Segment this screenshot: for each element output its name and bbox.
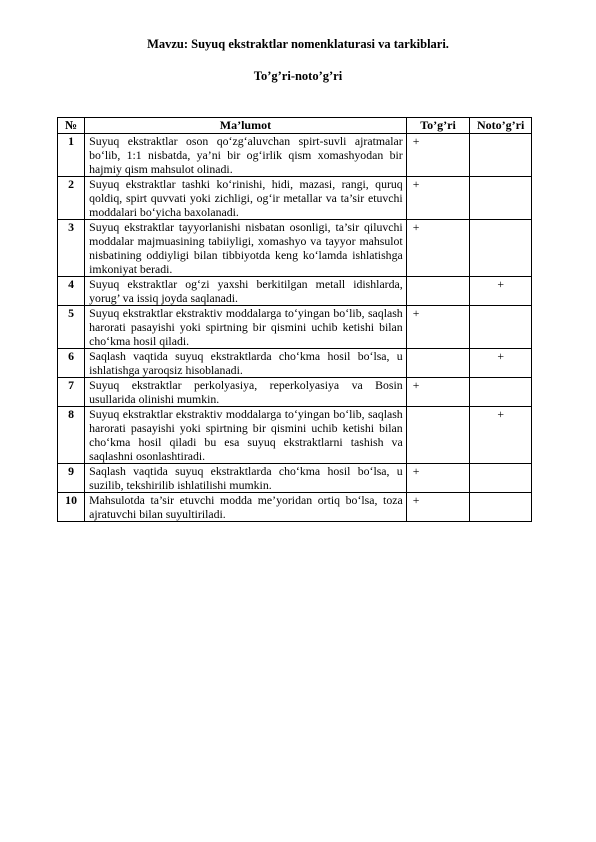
row-number: 1 [58, 134, 85, 177]
row-number: 4 [58, 277, 85, 306]
row-incorrect-mark: + [470, 349, 532, 378]
table-row [58, 407, 532, 464]
header-number: № [58, 118, 85, 134]
row-correct-mark: + [406, 306, 470, 349]
row-correct-mark [406, 349, 470, 378]
row-statement: Suyuq ekstraktlar tashki ko‘rinishi, hidi, mazasi, rangi, quruq qoldiq, spirt quvvati yoki zichligi, og‘ir metallar va ta’sir etuvchi moddalari bo‘yicha baxolanadi. [85, 177, 407, 220]
row-number: 8 [58, 407, 85, 464]
row-correct-mark: + [406, 134, 470, 177]
row-correct-mark: + [406, 220, 470, 277]
row-statement: Suyuq ekstraktlar ekstraktiv moddalarga to‘yingan bo‘lib, saqlash harorati pasayishi yoki spirtning bir qismini uchib ketishi bilan cho‘kma hosil qiladi bu esa suyuq ekstraktlarni tashish va saqlashni osonlashtiradi. [85, 407, 407, 464]
row-number: 3 [58, 220, 85, 277]
document-subtitle: To’g’ri-noto’g’ri [253, 69, 343, 83]
row-correct-mark: + [406, 464, 470, 493]
header-correct: To’g’ri [406, 118, 470, 134]
row-correct-mark [406, 277, 470, 306]
table-row [58, 464, 532, 493]
row-correct-mark: + [406, 493, 470, 522]
table-row [58, 493, 532, 522]
row-incorrect-mark [470, 493, 532, 522]
row-number: 10 [58, 493, 85, 522]
row-statement: Suyuq ekstraktlar og‘zi yaxshi berkitilgan metall idishlarda, yorug’ va issiq joyda saqlanadi. [85, 277, 407, 306]
row-statement: Suyuq ekstraktlar ekstraktiv moddalarga to‘yingan bo‘lib, saqlash harorati pasayishi yoki spirtning bir qismini uchib ketishi bilan cho‘kma hosil qiladi. [85, 306, 407, 349]
row-correct-mark [406, 407, 470, 464]
row-incorrect-mark [470, 464, 532, 493]
document-title: Mavzu: Suyuq ekstraktlar nomenklaturasi va tarkiblari. [147, 37, 449, 51]
row-number: 5 [58, 306, 85, 349]
table-row [58, 177, 532, 220]
row-incorrect-mark: + [470, 277, 532, 306]
row-incorrect-mark [470, 134, 532, 177]
table-row [58, 349, 532, 378]
row-statement: Mahsulotda ta’sir etuvchi modda me’yoridan ortiq bo‘lsa, toza ajratuvchi bilan suyultiriladi. [85, 493, 407, 522]
row-statement: Saqlash vaqtida suyuq ekstraktlarda cho‘kma hosil bo‘lsa, u suzilib, tekshirilib ishlatilishi mumkin. [85, 464, 407, 493]
header-incorrect: Noto’g’ri [470, 118, 532, 134]
row-incorrect-mark [470, 306, 532, 349]
header-info: Ma’lumot [85, 118, 407, 134]
row-correct-mark: + [406, 177, 470, 220]
row-incorrect-mark [470, 378, 532, 407]
table-row [58, 134, 532, 177]
true-false-table [57, 117, 532, 522]
row-incorrect-mark: + [470, 407, 532, 464]
row-number: 7 [58, 378, 85, 407]
row-statement: Suyuq ekstraktlar perkolyasiya, reperkolyasiya va Bosin usullarida olinishi mumkin. [85, 378, 407, 407]
table-header-row [58, 118, 532, 134]
table-row [58, 277, 532, 306]
table-row [58, 220, 532, 277]
table-row [58, 378, 532, 407]
table-row [58, 306, 532, 349]
row-statement: Suyuq ekstraktlar oson qo‘zg‘aluvchan spirt-suvli ajratmalar bo‘lib, 1:1 nisbatda, ya’ni bir og‘irlik qism xomashyodan bir hajmiy qism mahsulot olinadi. [85, 134, 407, 177]
row-number: 9 [58, 464, 85, 493]
row-correct-mark: + [406, 378, 470, 407]
row-statement: Saqlash vaqtida suyuq ekstraktlarda cho‘kma hosil bo‘lsa, u ishlatishga yaroqsiz hisoblanadi. [85, 349, 407, 378]
row-incorrect-mark [470, 220, 532, 277]
row-statement: Suyuq ekstraktlar tayyorlanishi nisbatan osonligi, ta’sir qiluvchi moddalar majmuasining tabiiyligi, xomashyo va tayyor mahsulot nisbatining oddiyligi bilan tibbiyotda keng ko‘lamda ishlatishga imkoniyat beradi. [85, 220, 407, 277]
row-incorrect-mark [470, 177, 532, 220]
row-number: 6 [58, 349, 85, 378]
row-number: 2 [58, 177, 85, 220]
